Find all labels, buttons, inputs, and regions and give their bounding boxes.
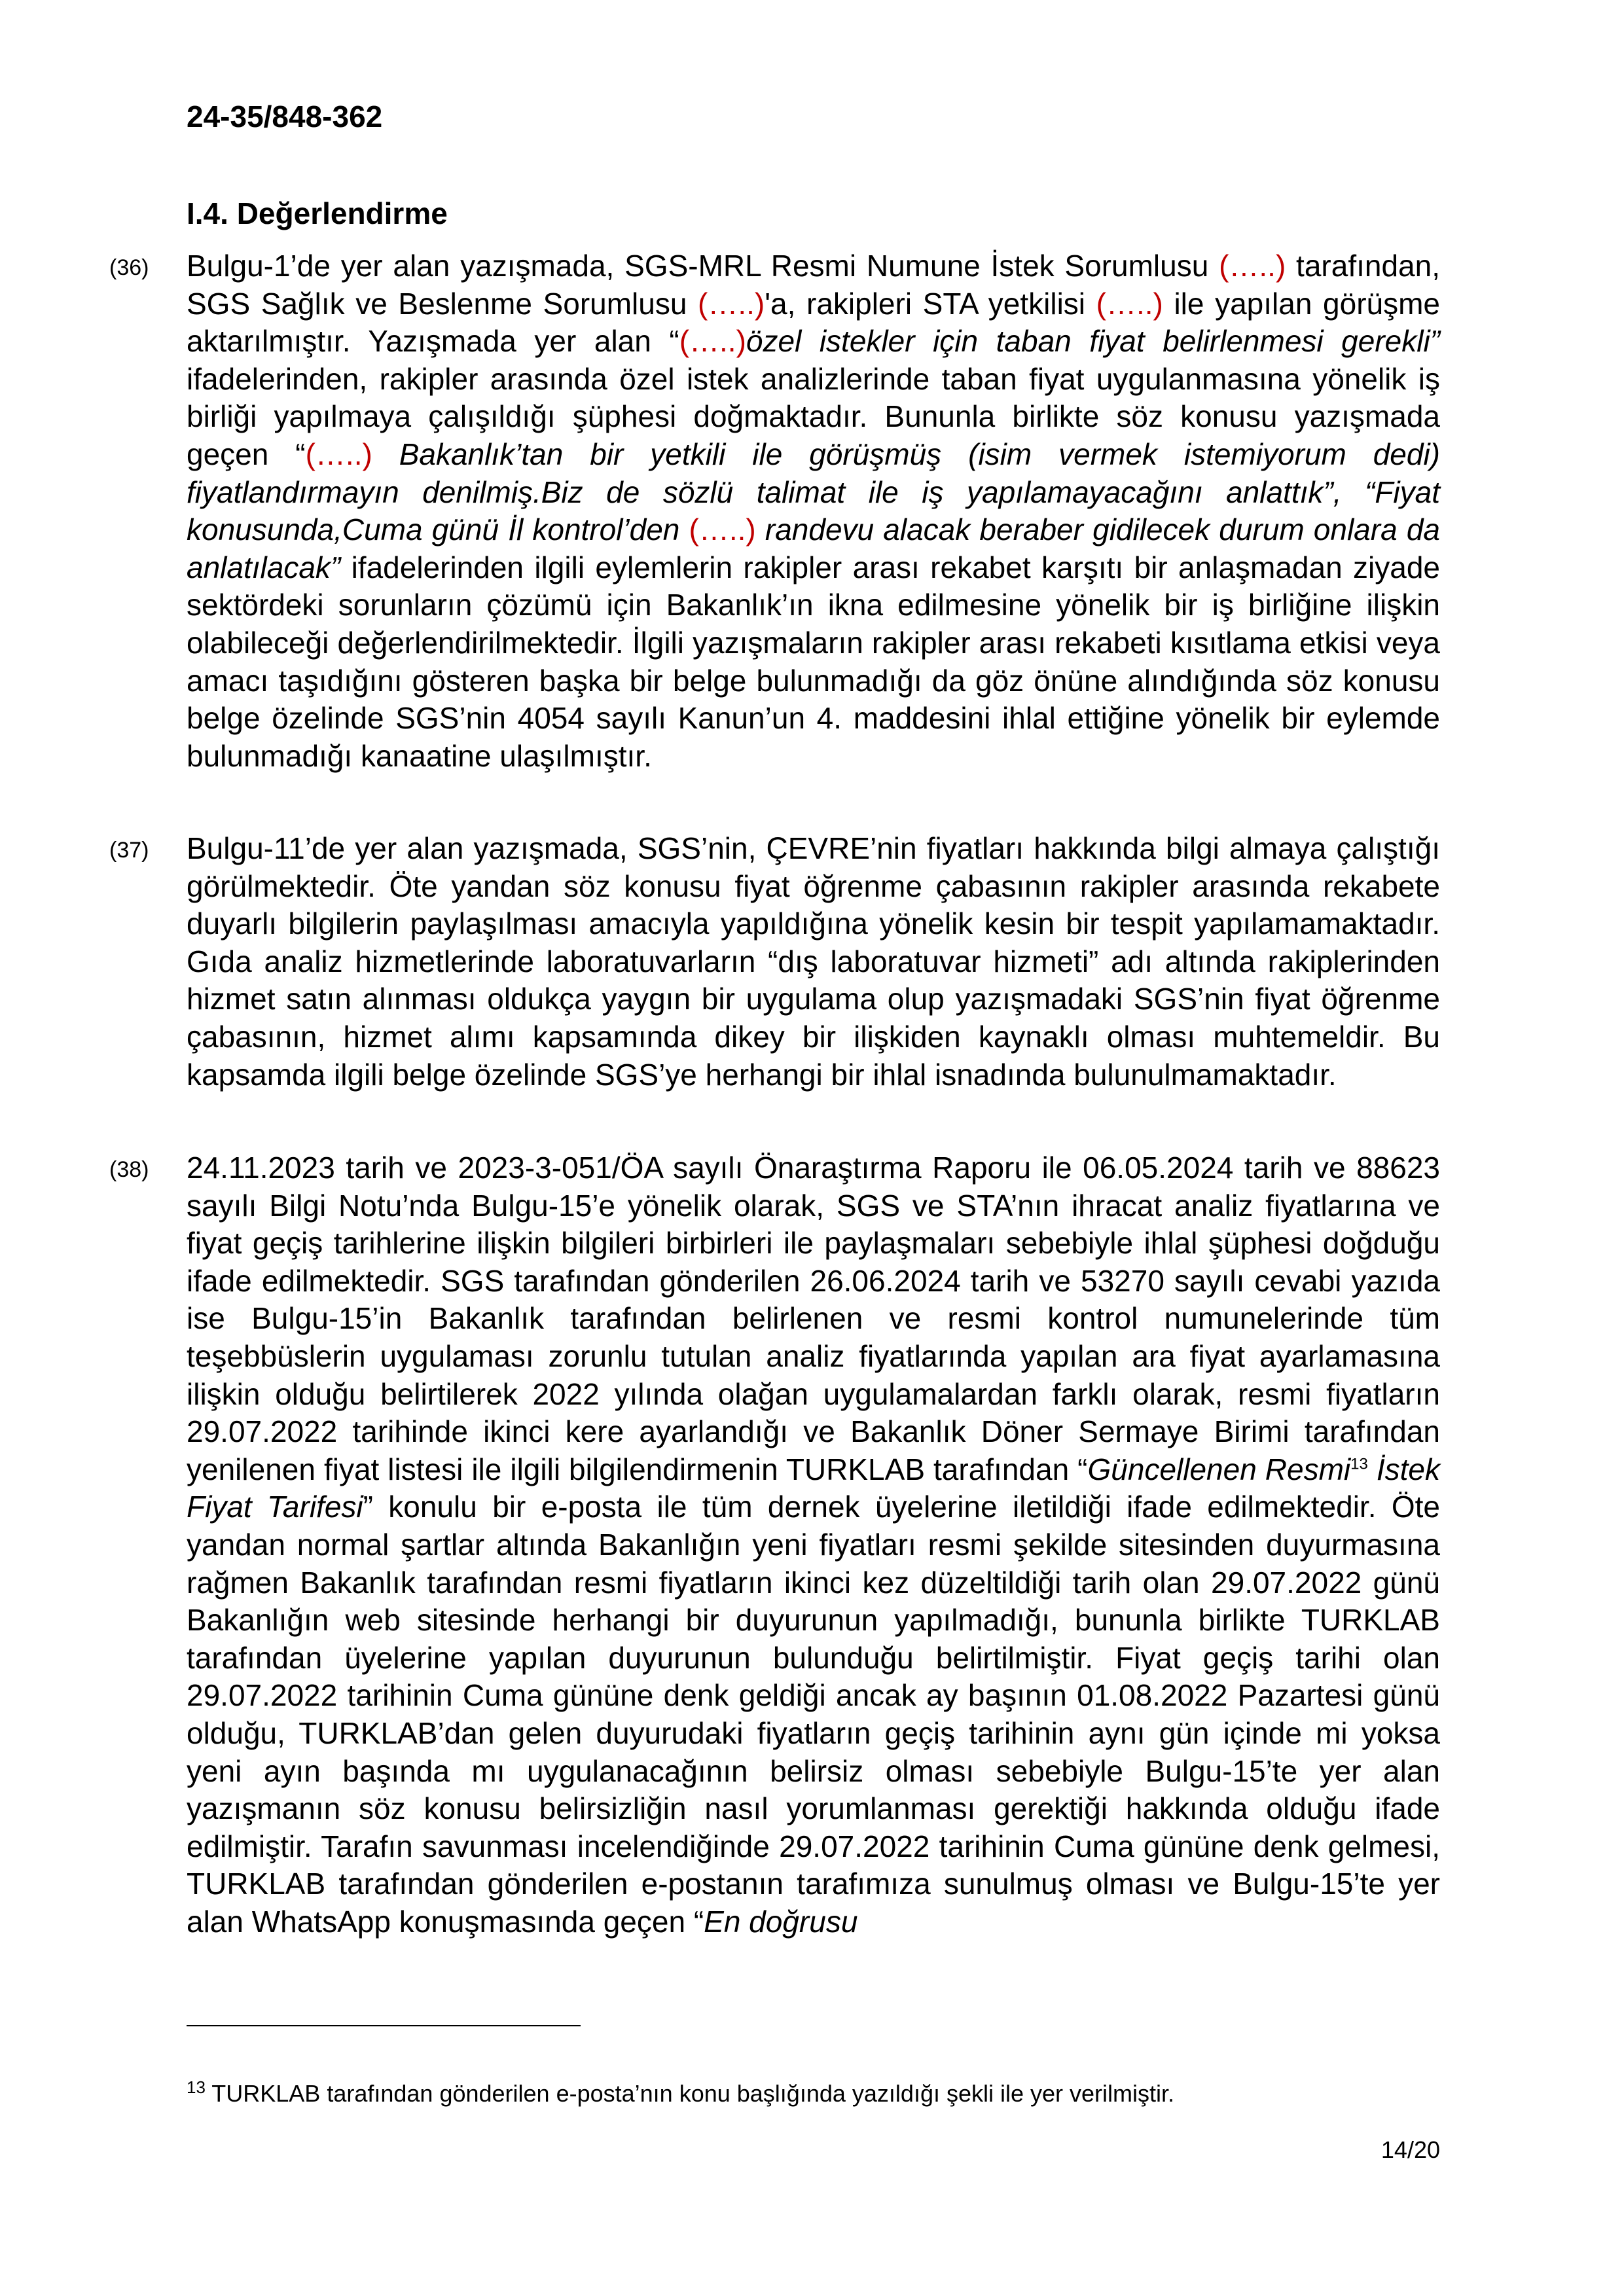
quoted-text: Bakanlık’tan bir yetkili ile görüşmüş (isim vermek istemiyorum dedi) fiyatlandırmayın denilmiş.Biz de sözlü talimat ile iş yapılamayacağını anlattık”, “Fiyat konusunda,Cuma günü İl kontrol’den	[187, 437, 1441, 547]
redaction-mark: (…..)	[305, 437, 372, 471]
redaction-mark: (…..)	[698, 286, 765, 321]
paragraph-number: (38)	[109, 1157, 149, 1182]
text-run: ” konulu bir e-posta ile tüm dernek üyelerine iletildiği ifade edilmektedir. Öte yandan normal şartlar altında Bakanlığın yeni fiyatları resmi şekilde sitesinden duyurmasına rağmen Bakanlık tarafından resmi fiyatların ikinci kez düzeltildiği tarih olan 29.07.2022 günü Bakanlığın web sitesinde herhangi bir duyurunun yapılmadığı, bununla birlikte TURKLAB tarafından üyelerine yapılan duyurunun bulunduğu belirtilmiştir. Fiyat geçiş tarihi olan 29.07.2022 tarihinin Cuma gününe denk geldiği ancak ay başının 01.08.2022 Pazartesi günü olduğu, TURKLAB’dan gelen duyurudaki fiyatların geçiş tarihinin aynı gün içinde mi yoksa yeni ayın başında mı uygulanacağının belirsiz olması sebebiyle Bulgu-15’te yer alan yazışmanın söz konusu belirsizliğin nasıl yorumlanması gerektiği hakkında olduğu ifade edilmiştir. Tarafın savunması incelendiğinde 29.07.2022 tarihinin Cuma gününe denk gelmesi, TURKLAB tarafından gönderilen e-postanın tarafımıza sunulmuş olması ve Bulgu-15’te yer alan WhatsApp konuşmasında geçen “	[187, 1490, 1440, 1939]
quoted-text: Güncellenen Resmi	[1087, 1452, 1351, 1486]
paragraph-36	[109, 247, 1441, 775]
text-run: ifadelerinden ilgili eylemlerin rakipler arası rekabet karşıtı bir anlaşmadan ziyade sektördeki sorunların çözümü için Bakanlık’ın ikna edilmesine yönelik bir iş birliğine ilişkin olabileceği değerlendirilmektedir. İlgili yazışmaların rakipler arası rekabeti kısıtlama etkisi veya amacı taşıdığını gösteren başka bir belge bulunmadığı da göz önüne alındığında söz konusu belge özelinde SGS’nin 4054 sayılı Kanun’un 4. maddesini ihlal ettiğine yönelik bir eylemde bulunmadığı kanaatine ulaşılmıştır.	[187, 550, 1440, 773]
redaction-mark: (…..)	[1219, 249, 1286, 283]
text-run: 24.11.2023 tarih ve 2023-3-051/ÖA sayılı Önaraştırma Raporu ile 06.05.2024 tarih ve 88623 sayılı Bilgi Notu’nda Bulgu-15’e yönelik olarak, SGS ve STA’nın ihracat analiz fiyatlarına ve fiyat geçiş tarihlerine ilişkin bilgileri birbirleri ile paylaşmaları sebebiyle ihlal şüphesi doğduğu ifade edilmektedir. SGS tarafından gönderilen 26.06.2024 tarih ve 53270 sayılı cevabi yazıda ise Bulgu-15’in Bakanlık tarafından belirlenen ve resmi kontrol numunelerinde tüm teşebbüslerin uygulaması zorunlu tutulan analiz fiyatlarında yapılan ara fiyat ayarlamasına ilişkin olduğu belirtilerek 2022 yılında olağan uygulamalardan farklı olarak, resmi fiyatların 29.07.2022 tarihinde ikinci kere ayarlandığı ve Bakanlık Döner Sermaye Birimi tarafından yenilenen fiyat listesi ile ilgili bilgilendirmenin TURKLAB tarafından “	[187, 1151, 1440, 1486]
redaction-mark: (…..)	[679, 324, 746, 359]
footnote	[187, 2079, 1440, 2109]
quoted-text: En doğrusu	[704, 1904, 858, 1939]
paragraph-37	[109, 830, 1440, 1094]
footnote-separator	[187, 2025, 581, 2026]
footnote-text: TURKLAB tarafından gönderilen e-posta’nın konu başlığında yazıldığı şekli ile yer verilmiştir.	[205, 2080, 1175, 2107]
quoted-text: özel istekler için taban fiyat belirlenmesi gerekli”	[746, 324, 1440, 359]
footnote-number: 13	[187, 2077, 206, 2097]
text-run: ile yapılan görüşme aktarılmıştır. Yazışmada yer alan “	[187, 286, 1440, 359]
quoted-text: İstek Fiyat Tarifesi	[187, 1452, 1441, 1524]
paragraph-number: (37)	[109, 838, 149, 863]
paragraph-number: (36)	[109, 255, 149, 280]
paragraph-38	[109, 1149, 1441, 1941]
redaction-mark: (…..)	[689, 512, 756, 547]
document-number: 24-35/848-362	[187, 99, 383, 134]
section-heading: I.4. Değerlendirme	[187, 196, 448, 230]
text-run: tarafından, SGS Sağlık ve Beslenme Sorumlusu	[187, 249, 1440, 321]
redaction-mark: (…..)	[1096, 286, 1163, 321]
text-run: Bulgu-1’de yer alan yazışmada, SGS-MRL Resmi Numune İstek Sorumlusu	[187, 249, 1219, 283]
footnote-reference[interactable]: 13	[1350, 1455, 1368, 1473]
page-number: 14/20	[1380, 2136, 1440, 2163]
text-run: 'a, rakipleri STA yetkilisi	[765, 286, 1096, 321]
text-run: Bulgu-11’de yer alan yazışmada, SGS’nin, ÇEVRE’nin fiyatları hakkında bilgi almaya çalıştığı görülmektedir. Öte yandan söz konusu fiyat öğrenme çabasının rakipler arasında rekabete duyarlı bilgilerin paylaşılması amacıyla yapıldığına yönelik kesin bir tespit yapılamamaktadır. Gıda analiz hizmetlerinde laboratuvarların “dış laboratuvar hizmeti” adı altında rakiplerinden hizmet satın alınması oldukça yaygın bir uygulama olup yazışmadaki SGS’nin fiyat öğrenme çabasının, hizmet alımı kapsamında dikey bir ilişkiden kaynaklı olması muhtemeldir. Bu kapsamda ilgili belge özelinde SGS’ye herhangi bir ihlal isnadında bulunulmamaktadır.	[187, 831, 1440, 1092]
quoted-text: randevu alacak beraber gidilecek durum onlara da anlatılacak”	[187, 512, 1440, 584]
text-run: ifadelerinden, rakipler arasında özel istek analizlerinde taban fiyat uygulanmasına yönelik iş birliği yapılmaya çalışıldığı şüphesi doğmaktadır. Bununla birlikte söz konusu yazışmada geçen “	[187, 361, 1440, 471]
